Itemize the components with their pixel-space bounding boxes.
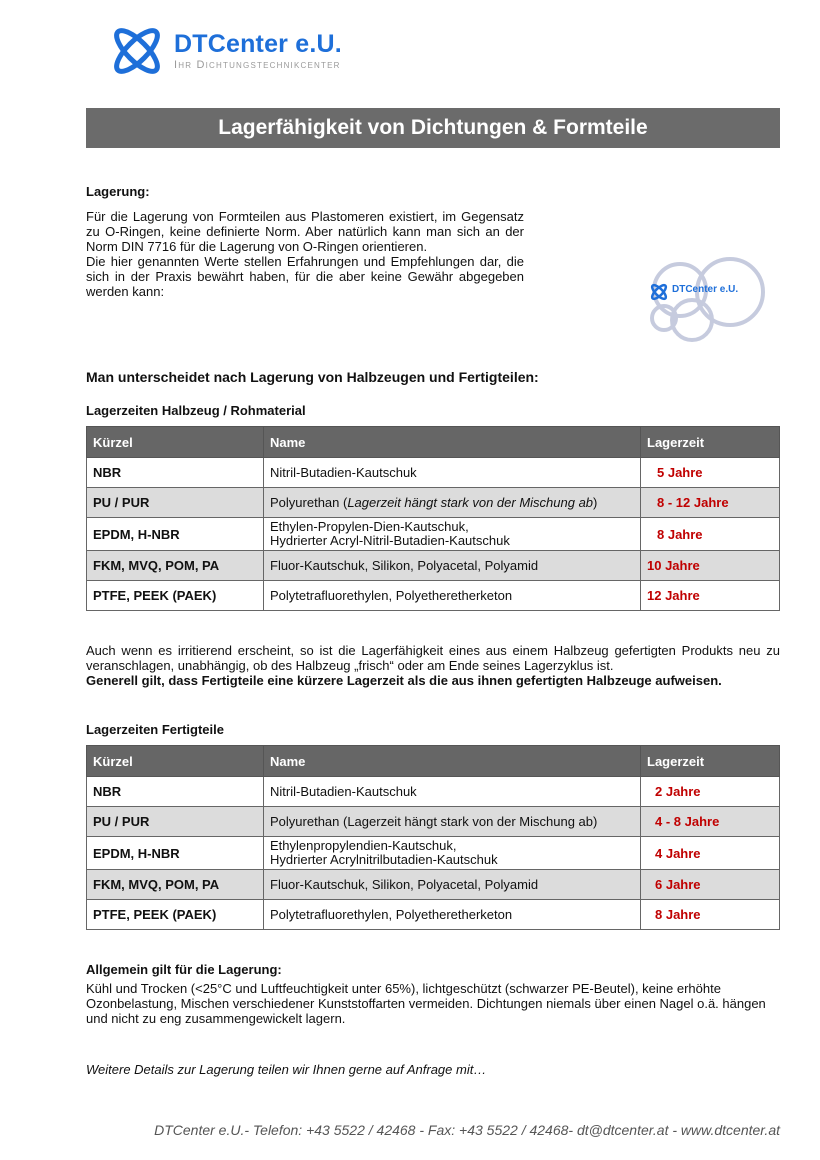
cell-kuerzel: EPDM, H-NBR (87, 518, 264, 551)
cell-name (264, 488, 641, 518)
table-header-row (87, 746, 780, 777)
name-line-1: Ethylenpropylendien-Kautschuk, (270, 838, 457, 853)
name-text-end: ) (593, 494, 598, 510)
general-text: Kühl und Trocken (<25°C und Luftfeuchtigkeit unter 65%), lichtgeschützt (schwarzer PE-Beutel), keine erhöhte Ozonbelastung, Mischen verschiedener Kunststoffarten vermeiden. Dichtungen niemals über einen Nagel o.ä. hängen und nicht zu eng zusammengewickelt lagern. (86, 981, 766, 1026)
table-row (87, 870, 780, 900)
cell-lagerzeit: 8 Jahre (641, 900, 780, 930)
cell-kuerzel: FKM, MVQ, POM, PA (87, 551, 264, 581)
cell-name: Nitril-Butadien-Kautschuk (264, 458, 641, 488)
table-row (87, 807, 780, 837)
cell-name: Nitril-Butadien-Kautschuk (264, 777, 641, 807)
table2-caption: Lagerzeiten Fertigteile (86, 722, 224, 737)
middle-text (86, 643, 780, 688)
halbzeug-table (86, 426, 780, 611)
cell-lagerzeit: 4 Jahre (641, 837, 780, 870)
company-logo (106, 20, 342, 82)
side-logo-name: DTCenter e.U. (672, 284, 739, 295)
name-line-1: Ethylen-Propylen-Dien-Kautschuk, (270, 519, 469, 534)
cell-name (264, 518, 641, 551)
table-row (87, 777, 780, 807)
cell-lagerzeit: 8 Jahre (641, 518, 780, 551)
cell-lagerzeit: 12 Jahre (641, 581, 780, 611)
cell-name (264, 837, 641, 870)
cell-name: Polytetrafluorethylen, Polyetheretherketon (264, 581, 641, 611)
closing-note: Weitere Details zur Lagerung teilen wir Ihnen gerne auf Anfrage mit… (86, 1062, 487, 1077)
fertigteile-table (86, 745, 780, 930)
cell-lagerzeit: 8 - 12 Jahre (641, 488, 780, 518)
o-ring-logo-image (642, 250, 772, 350)
o-rings-icon (642, 250, 772, 350)
header-lagerzeit: Lagerzeit (641, 427, 780, 458)
cell-kuerzel: NBR (87, 458, 264, 488)
header-kuerzel: Kürzel (87, 427, 264, 458)
name-italic-note: Lagerzeit hängt stark von der Mischung ab (347, 494, 594, 510)
page-title: Lagerfähigkeit von Dichtungen & Formteile (86, 108, 780, 148)
table-row (87, 518, 780, 551)
name-line-2: Hydrierter Acryl-Nitril-Butadien-Kautschuk (270, 533, 510, 548)
table1-caption: Lagerzeiten Halbzeug / Rohmaterial (86, 403, 306, 418)
table-row (87, 900, 780, 930)
distinction-heading: Man unterscheidet nach Lagerung von Halbzeugen und Fertigteilen: (86, 369, 539, 385)
middle-bold-paragraph: Generell gilt, dass Fertigteile eine kürzere Lagerzeit als die aus ihnen gefertigten Halbzeuge aufweisen. (86, 673, 722, 688)
header-kuerzel: Kürzel (87, 746, 264, 777)
table-header-row (87, 427, 780, 458)
table-row (87, 458, 780, 488)
general-heading: Allgemein gilt für die Lagerung: (86, 962, 282, 977)
brand-tagline: Ihr Dichtungstechnikcenter (174, 59, 341, 71)
cell-lagerzeit: 4 - 8 Jahre (641, 807, 780, 837)
cell-kuerzel: PU / PUR (87, 807, 264, 837)
cell-lagerzeit: 2 Jahre (641, 777, 780, 807)
storage-text (86, 209, 524, 299)
middle-paragraph: Auch wenn es irritierend erscheint, so ist die Lagerfähigkeit eines aus einem Halbzeug gefertigten Produkts neu zu veranschlagen, unabhängig, ob des Halbzeug „frisch“ oder am Ende seines Lagerzyklus ist. (86, 643, 780, 673)
table-row (87, 581, 780, 611)
table-row (87, 837, 780, 870)
header-name: Name (264, 427, 641, 458)
table-row (87, 551, 780, 581)
footer-contact: DTCenter e.U.- Telefon: +43 5522 / 42468 - Fax: +43 5522 / 42468- dt@dtcenter.at - www.dtcenter.at (154, 1122, 780, 1138)
cell-lagerzeit: 10 Jahre (641, 551, 780, 581)
dtcenter-logo-icon (106, 20, 168, 82)
header-name: Name (264, 746, 641, 777)
cell-kuerzel: PTFE, PEEK (PAEK) (87, 581, 264, 611)
storage-heading: Lagerung: (86, 184, 150, 199)
cell-kuerzel: EPDM, H-NBR (87, 837, 264, 870)
storage-paragraph-1: Für die Lagerung von Formteilen aus Plastomeren existiert, im Gegensatz zu O-Ringen, keine definierte Norm. Aber natürlich kann man sich an der Norm DIN 7716 für die Lagerung von O-Ringen orientieren. (86, 209, 524, 254)
cell-lagerzeit: 5 Jahre (641, 458, 780, 488)
brand-name: DTCenter e.U. (174, 30, 342, 58)
cell-name: Polyurethan (Lagerzeit hängt stark von der Mischung ab) (264, 807, 641, 837)
cell-name: Fluor-Kautschuk, Silikon, Polyacetal, Polyamid (264, 870, 641, 900)
table-row (87, 488, 780, 518)
cell-name: Fluor-Kautschuk, Silikon, Polyacetal, Polyamid (264, 551, 641, 581)
name-line-2: Hydrierter Acrylnitrilbutadien-Kautschuk (270, 852, 498, 867)
cell-kuerzel: PU / PUR (87, 488, 264, 518)
cell-name: Polytetrafluorethylen, Polyetheretherketon (264, 900, 641, 930)
cell-lagerzeit: 6 Jahre (641, 870, 780, 900)
cell-kuerzel: NBR (87, 777, 264, 807)
name-text: Polyurethan ( (270, 494, 348, 510)
cell-kuerzel: PTFE, PEEK (PAEK) (87, 900, 264, 930)
storage-paragraph-2: Die hier genannten Werte stellen Erfahrungen und Empfehlungen dar, die sich in der Praxis bewährt haben, für die aber keine Gewähr abgegeben werden kann: (86, 254, 524, 299)
header-lagerzeit: Lagerzeit (641, 746, 780, 777)
cell-kuerzel: FKM, MVQ, POM, PA (87, 870, 264, 900)
